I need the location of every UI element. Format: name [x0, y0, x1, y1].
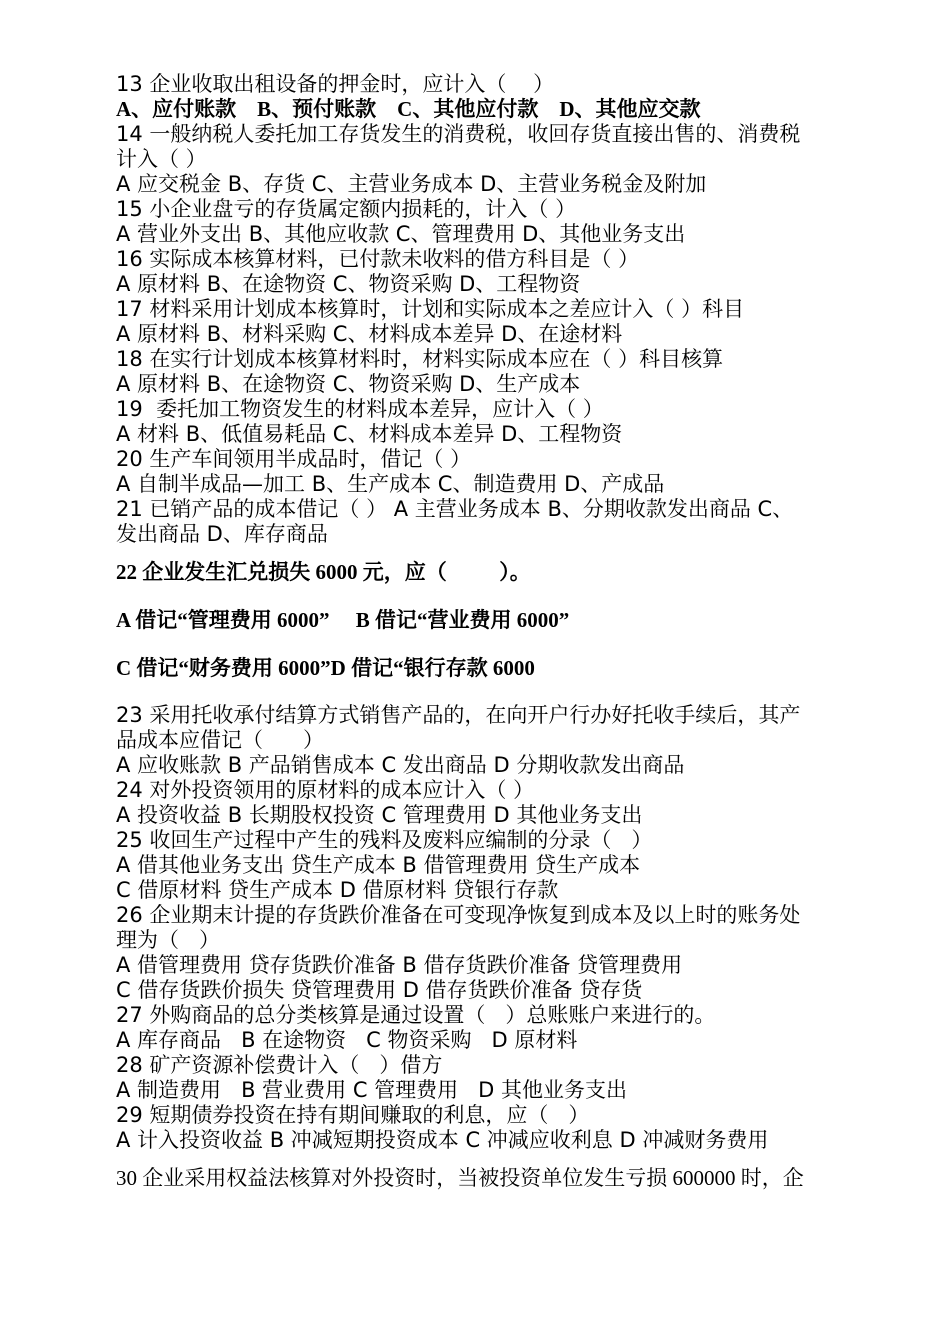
question-14: 14 一般纳税人委托加工存货发生的消费税，收回存货直接出售的、消费税 — [116, 122, 801, 146]
question-16: 16 实际成本核算材料，已付款未收料的借方科目是（ ） — [116, 247, 640, 271]
question-19: 19 委托加工物资发生的材料成本差异，应计入（ ） — [116, 397, 604, 421]
question-20-options: A 自制半成品—加工 B、生产成本 C、制造费用 D、产成品 — [116, 472, 665, 496]
question-15-options: A 营业外支出 B、其他应收款 C、管理费用 D、其他业务支出 — [116, 222, 686, 246]
question-26-options-cd: C 借存货跌价损失 贷管理费用 D 借存货跌价准备 贷存货 — [116, 978, 643, 1002]
question-18: 18 在实行计划成本核算材料时，材料实际成本应在（ ）科目核算 — [116, 347, 724, 371]
question-17: 17 材料采用计划成本核算时，计划和实际成本之差应计入（ ）科目 — [116, 297, 745, 321]
question-15: 15 小企业盘亏的存货属定额内损耗的，计入（ ） — [116, 197, 577, 221]
question-29: 29 短期债券投资在持有期间赚取的利息，应（ ） — [116, 1103, 590, 1127]
question-26: 26 企业期末计提的存货跌价准备在可变现净恢复到成本及以上时的账务处 — [116, 903, 801, 927]
question-25: 25 收回生产过程中产生的残料及废料应编制的分录（ ） — [116, 828, 653, 852]
question-14-options: A 应交税金 B、存货 C、主营业务成本 D、主营业务税金及附加 — [116, 172, 707, 196]
question-25-options-ab: A 借其他业务支出 贷生产成本 B 借管理费用 贷生产成本 — [116, 853, 641, 877]
question-23: 23 采用托收承付结算方式销售产品的，在向开户行办好托收手续后，其产 — [116, 703, 801, 727]
question-22: 22 企业发生汇兑损失 6000 元，应（ ）。 — [116, 560, 531, 584]
question-23-cont: 品成本应借记（ ） — [116, 728, 325, 752]
question-18-options: A 原材料 B、在途物资 C、物资采购 D、生产成本 — [116, 372, 581, 396]
question-17-options: A 原材料 B、材料采购 C、材料成本差异 D、在途材料 — [116, 322, 623, 346]
question-28-options: A 制造费用 B 营业费用 C 管理费用 D 其他业务支出 — [116, 1078, 628, 1102]
question-21-cont: 发出商品 D、库存商品 — [116, 522, 328, 546]
question-28: 28 矿产资源补偿费计入（ ）借方 — [116, 1053, 443, 1077]
question-14-cont: 计入（ ） — [116, 147, 207, 171]
question-26-cont: 理为（ ） — [116, 928, 221, 952]
question-29-options: A 计入投资收益 B 冲减短期投资成本 C 冲减应收利息 D 冲减财务费用 — [116, 1128, 769, 1152]
question-16-options: A 原材料 B、在途物资 C、物资采购 D、工程物资 — [116, 272, 581, 296]
question-20: 20 生产车间领用半成品时，借记（ ） — [116, 447, 472, 471]
question-23-options: A 应收账款 B 产品销售成本 C 发出商品 D 分期收款发出商品 — [116, 753, 685, 777]
question-21: 21 已销产品的成本借记（ ） A 主营业务成本 B、分期收款发出商品 C、 — [116, 497, 794, 521]
question-22-options-cd: C 借记“财务费用 6000”D 借记“银行存款 6000 — [116, 656, 535, 680]
question-30: 30 企业采用权益法核算对外投资时，当被投资单位发生亏损 600000 时，企 — [116, 1166, 804, 1190]
question-24-options: A 投资收益 B 长期股权投资 C 管理费用 D 其他业务支出 — [116, 803, 643, 827]
document-body — [116, 72, 856, 1191]
question-13-options: A、应付账款 B、预付账款 C、其他应付款 D、其他应交款 — [116, 97, 701, 121]
question-27: 27 外购商品的总分类核算是通过设置（ ）总账账户来进行的。 — [116, 1003, 716, 1027]
question-13: 13 企业收取出租设备的押金时，应计入（ ） — [116, 72, 555, 96]
question-26-options-ab: A 借管理费用 贷存货跌价准备 B 借存货跌价准备 贷管理费用 — [116, 953, 683, 977]
question-22-options-ab: A 借记“管理费用 6000” B 借记“营业费用 6000” — [116, 608, 570, 632]
question-19-options: A 材料 B、低值易耗品 C、材料成本差异 D、工程物资 — [116, 422, 623, 446]
question-24: 24 对外投资领用的原材料的成本应计入（ ） — [116, 778, 535, 802]
question-25-options-cd: C 借原材料 贷生产成本 D 借原材料 贷银行存款 — [116, 878, 559, 902]
question-27-options: A 库存商品 B 在途物资 C 物资采购 D 原材料 — [116, 1028, 578, 1052]
